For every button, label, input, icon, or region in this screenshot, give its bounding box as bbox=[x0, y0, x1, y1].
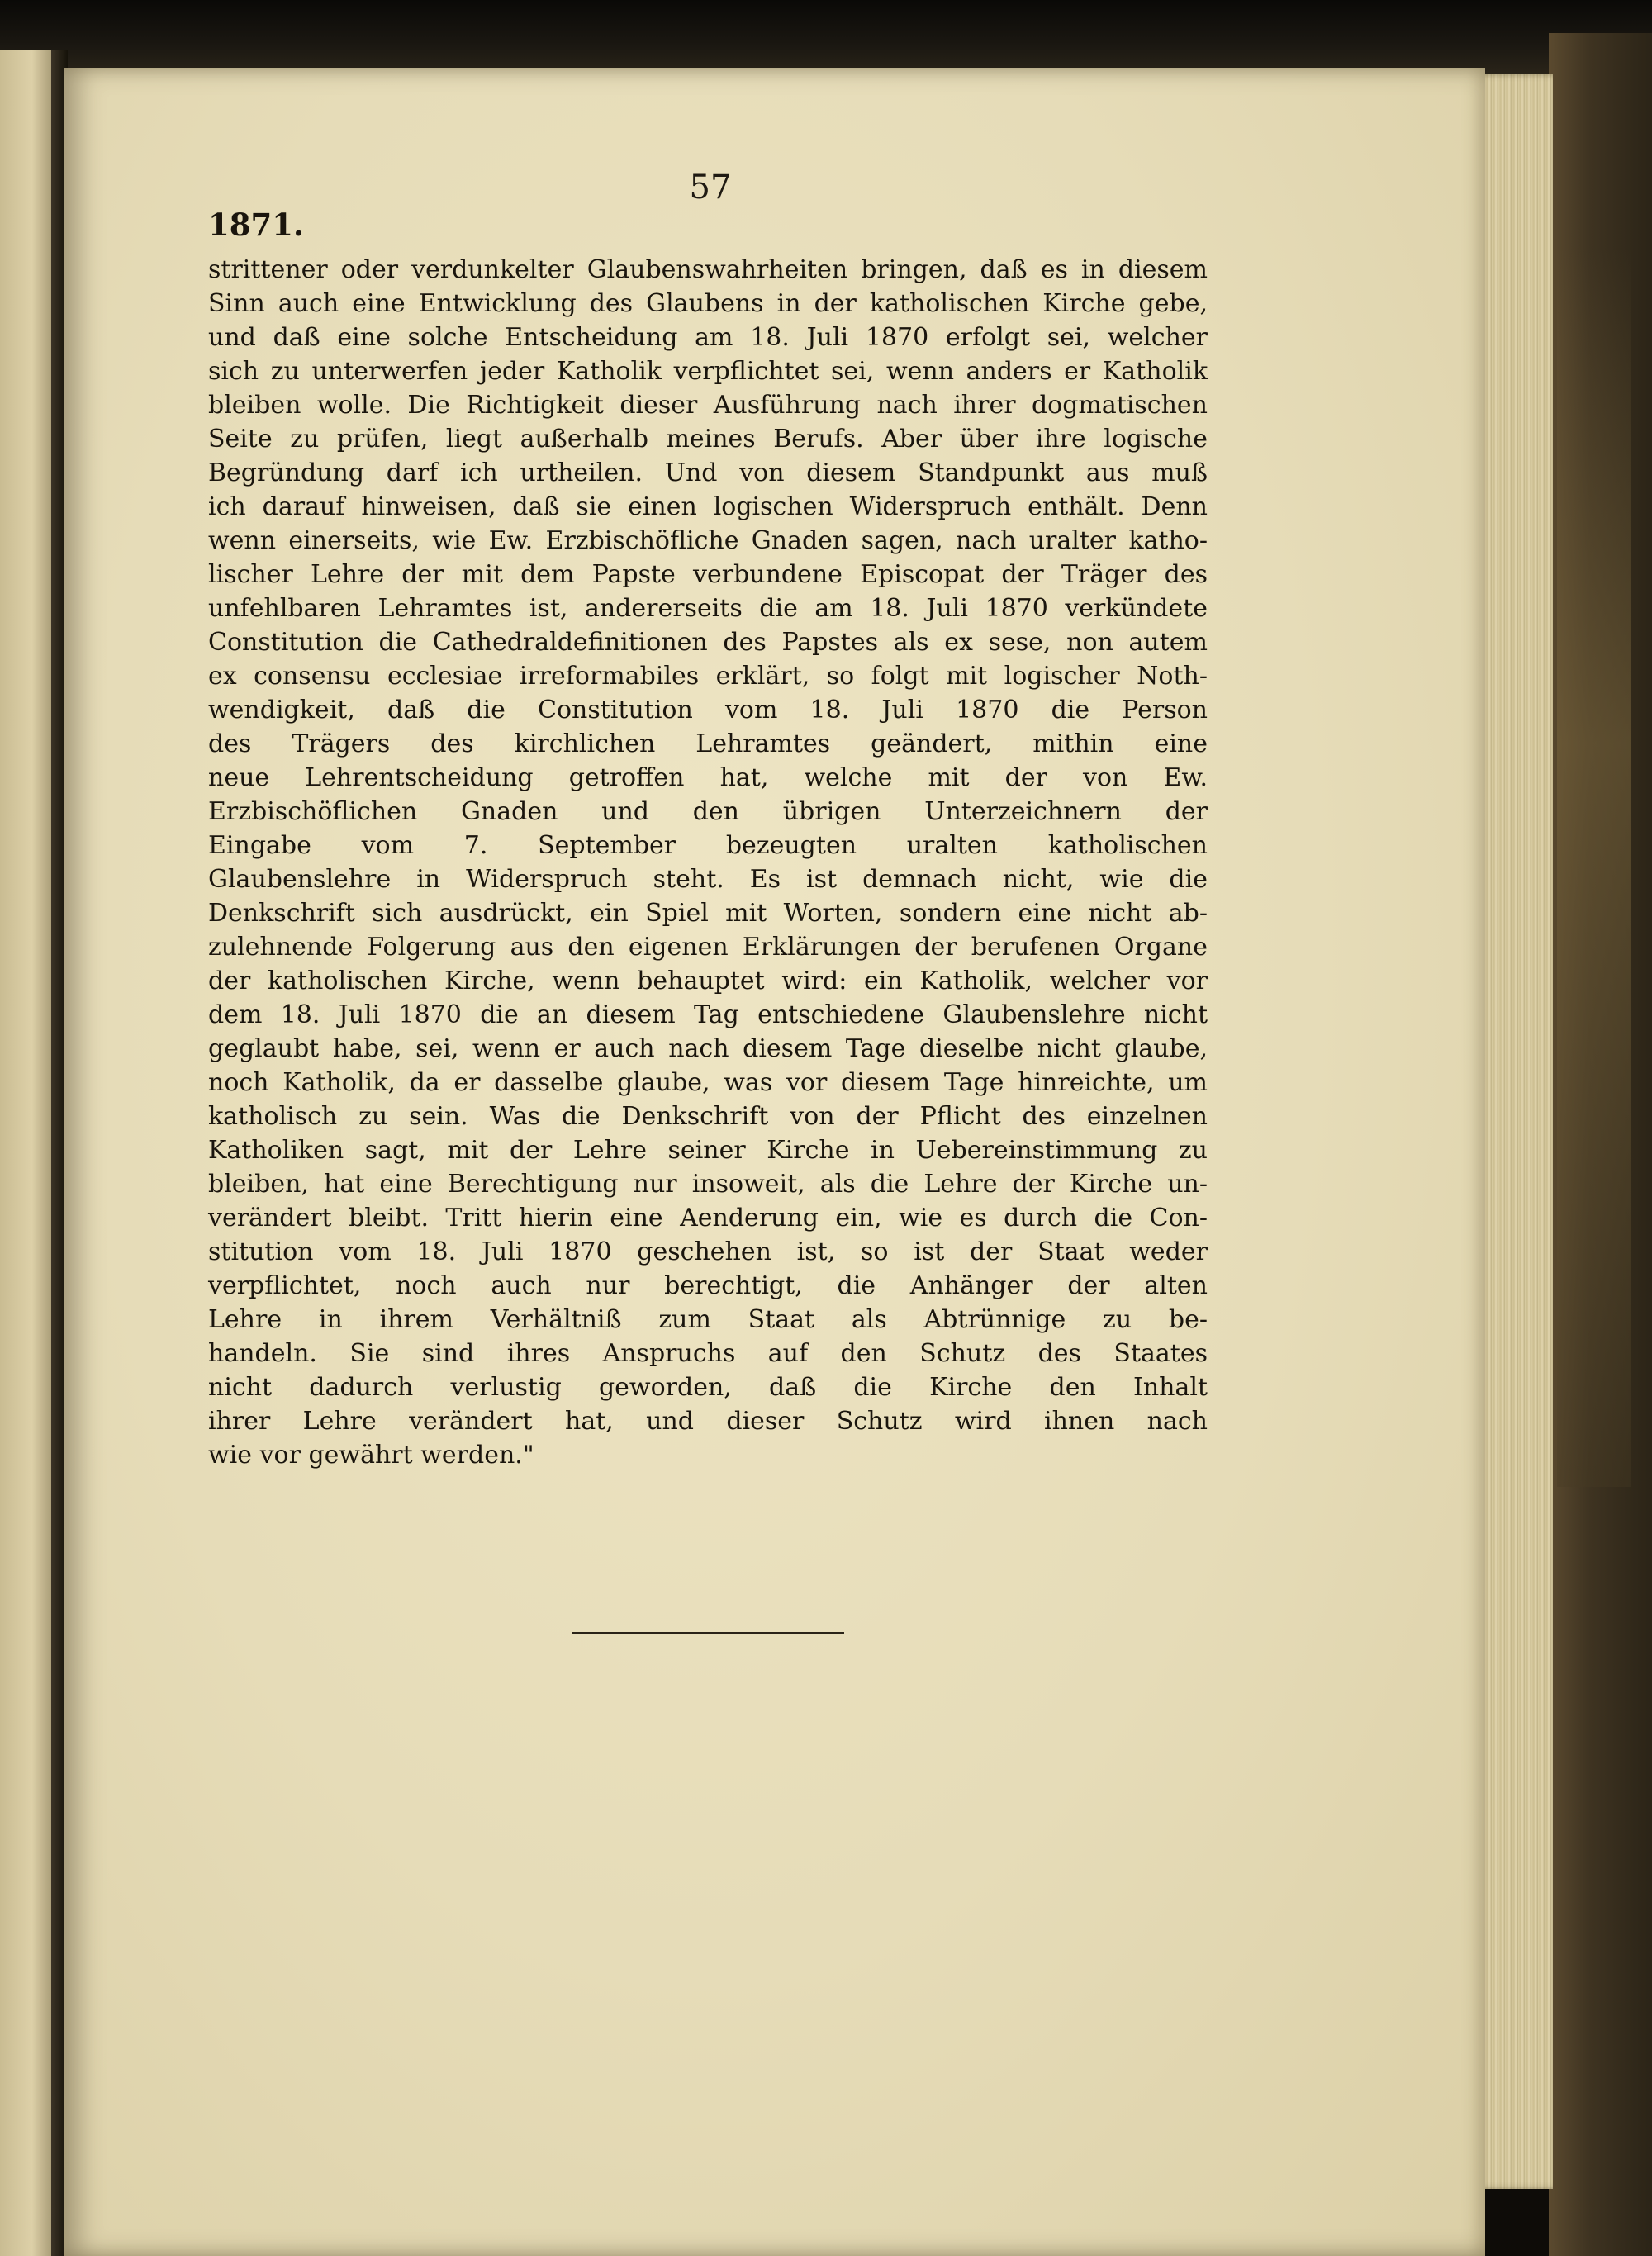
text-line: nicht dadurch verlustig geworden, daß die Kirche den Inhalt bbox=[208, 1373, 1208, 1402]
text-line: Constitution die Cathedraldefinitionen des Papstes als ex sese, non autem bbox=[208, 628, 1208, 657]
text-line: Seite zu prüfen, liegt außerhalb meines Berufs. Aber über ihre logische bbox=[208, 425, 1208, 454]
book-binding bbox=[0, 0, 1652, 74]
text-line: Katholiken sagt, mit der Lehre seiner Kirche in Uebereinstimmung zu bbox=[208, 1136, 1208, 1165]
text-line: verändert bleibt. Tritt hierin eine Aenderung ein, wie es durch die Con- bbox=[208, 1204, 1208, 1232]
text-line: lischer Lehre der mit dem Papste verbundene Episcopat der Träger des bbox=[208, 560, 1208, 589]
text-line: Lehre in ihrem Verhältniß zum Staat als Abtrünnige zu be- bbox=[208, 1305, 1208, 1334]
text-line: zulehnende Folgerung aus den eigenen Erklärungen der berufenen Organe bbox=[208, 933, 1208, 962]
text-line: strittener oder verdunkelter Glaubenswahrheiten bringen, daß es in diesem bbox=[208, 255, 1208, 284]
text-line: Begründung darf ich urtheilen. Und von diesem Standpunkt aus muß bbox=[208, 458, 1208, 487]
text-line: Sinn auch eine Entwicklung des Glaubens in der katholischen Kirche gebe, bbox=[208, 289, 1208, 318]
page-number: 57 bbox=[689, 169, 732, 207]
text-line: stitution vom 18. Juli 1870 geschehen ist, so ist der Staat weder bbox=[208, 1237, 1208, 1266]
text-line: noch Katholik, da er dasselbe glaube, was vor diesem Tage hinreichte, um bbox=[208, 1068, 1208, 1097]
text-line: Erzbischöflichen Gnaden und den übrigen Unterzeichnern der bbox=[208, 797, 1208, 826]
text-line: katholisch zu sein. Was die Denkschrift von der Pflicht des einzelnen bbox=[208, 1102, 1208, 1131]
cover-stain bbox=[1557, 248, 1631, 1487]
text-line: wenn einerseits, wie Ew. Erzbischöfliche Gnaden sagen, nach uralter katho- bbox=[208, 526, 1208, 555]
text-line: bleiben wolle. Die Richtigkeit dieser Ausführung nach ihrer dogmatischen bbox=[208, 391, 1208, 420]
text-line: bleiben, hat eine Berechtigung nur insoweit, als die Lehre der Kirche un- bbox=[208, 1170, 1208, 1199]
text-line: Glaubenslehre in Widerspruch steht. Es ist demnach nicht, wie die bbox=[208, 865, 1208, 894]
facing-page-edge bbox=[0, 50, 58, 2256]
text-line: wie vor gewährt werden." bbox=[208, 1441, 534, 1470]
text-line: dem 18. Juli 1870 die an diesem Tag entschiedene Glaubenslehre nicht bbox=[208, 1000, 1208, 1029]
text-line: ihrer Lehre verändert hat, und dieser Schutz wird ihnen nach bbox=[208, 1407, 1208, 1436]
text-line: handeln. Sie sind ihres Anspruchs auf den Schutz des Staates bbox=[208, 1339, 1208, 1368]
body-text bbox=[208, 253, 1208, 1472]
page-block-edges bbox=[1479, 74, 1553, 2189]
text-line: der katholischen Kirche, wenn behauptet wird: ein Katholik, welcher vor bbox=[208, 967, 1208, 995]
text-line: neue Lehrentscheidung getroffen hat, welche mit der von Ew. bbox=[208, 763, 1208, 792]
text-line: ex consensu ecclesiae irreformabiles erklärt, so folgt mit logischer Noth- bbox=[208, 662, 1208, 691]
text-line: Denkschrift sich ausdrückt, ein Spiel mit Worten, sondern eine nicht ab- bbox=[208, 899, 1208, 928]
text-line: unfehlbaren Lehramtes ist, andererseits die am 18. Juli 1870 verkündete bbox=[208, 594, 1208, 623]
text-line: wendigkeit, daß die Constitution vom 18. Juli 1870 die Person bbox=[208, 696, 1208, 724]
text-line: und daß eine solche Entscheidung am 18. Juli 1870 erfolgt sei, welcher bbox=[208, 323, 1208, 352]
text-line: Eingabe vom 7. September bezeugten uralten katholischen bbox=[208, 831, 1208, 860]
text-line: geglaubt habe, sei, wenn er auch nach diesem Tage dieselbe nicht glaube, bbox=[208, 1034, 1208, 1063]
text-line: sich zu unterwerfen jeder Katholik verpflichtet sei, wenn anders er Katholik bbox=[208, 357, 1208, 386]
section-end-rule bbox=[572, 1632, 844, 1634]
text-line: ich darauf hinweisen, daß sie einen logischen Widerspruch enthält. Denn bbox=[208, 492, 1208, 521]
running-head-year: 1871. bbox=[208, 207, 304, 243]
text-line: verpflichtet, noch auch nur berechtigt, die Anhänger der alten bbox=[208, 1271, 1208, 1300]
text-line: des Trägers des kirchlichen Lehramtes geändert, mithin eine bbox=[208, 729, 1208, 758]
